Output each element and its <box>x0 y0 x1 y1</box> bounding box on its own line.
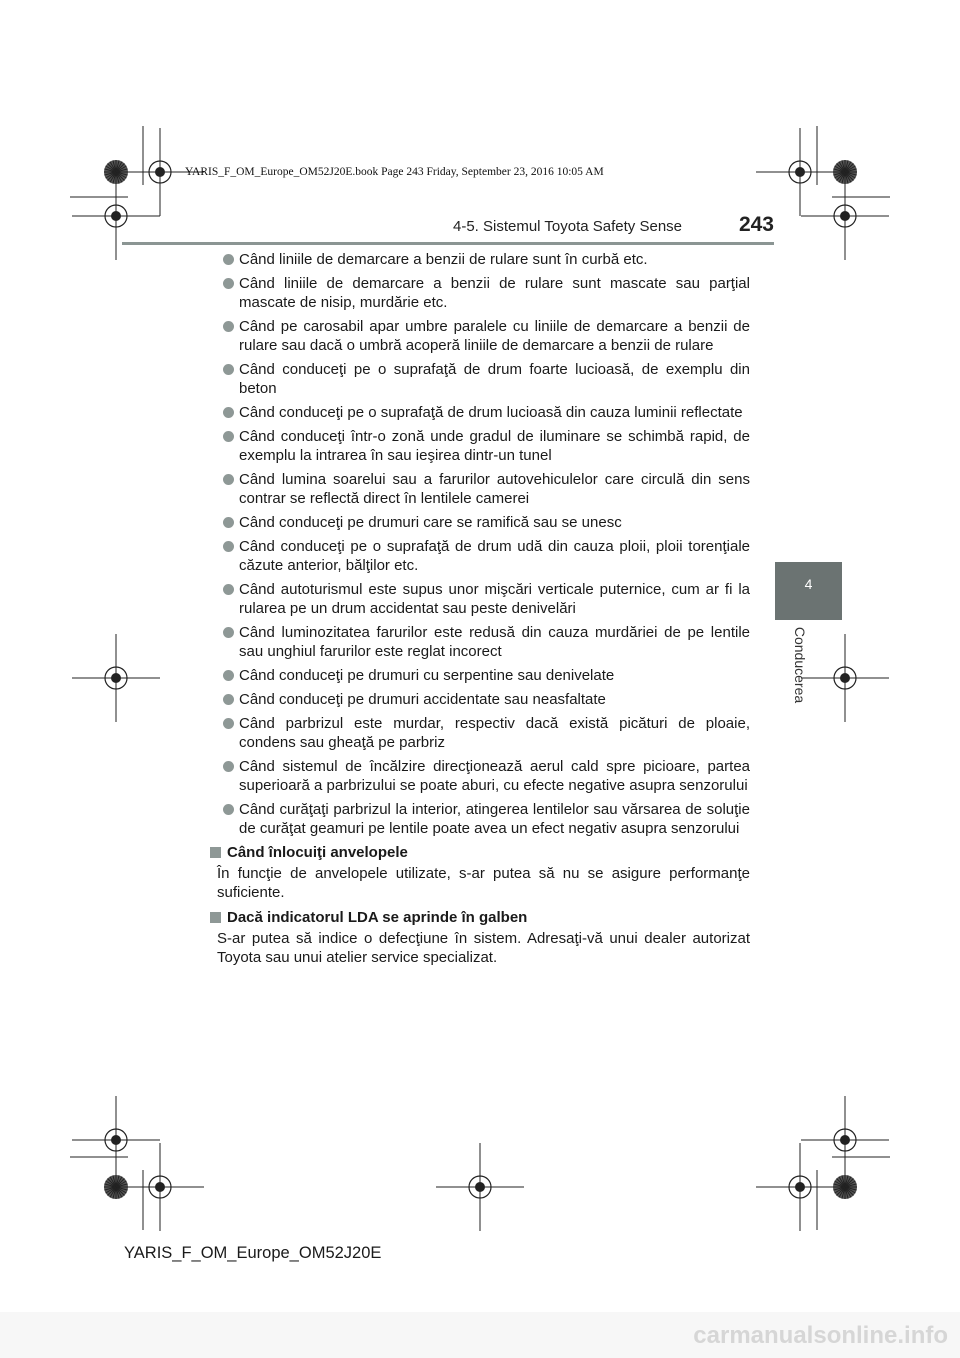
bullet-icon <box>223 694 234 705</box>
bullet-icon <box>223 670 234 681</box>
list-item: Când liniile de demarcare a benzii de rulare sunt în curbă etc. <box>222 250 750 269</box>
section-heading: Când înlocuiţi anvelopele <box>210 843 750 862</box>
registration-dot-icon <box>155 167 165 177</box>
bullet-icon <box>223 761 234 772</box>
watermark[interactable] <box>0 1312 960 1358</box>
registration-dot-icon <box>795 167 805 177</box>
list-item: Când conduceţi pe drumuri care se ramifică sau se unesc <box>222 513 750 532</box>
watermark-text: carmanualsonline.info <box>693 1322 948 1349</box>
footer-code: YARIS_F_OM_Europe_OM52J20E <box>124 1244 382 1262</box>
list-item: Când conduceţi pe drumuri cu serpentine sau denivelate <box>222 666 750 685</box>
bullet-icon <box>223 584 234 595</box>
page-content <box>217 250 750 973</box>
list-item: Când conduceţi pe o suprafaţă de drum foarte lucioasă, de exemplu din beton <box>222 360 750 398</box>
square-bullet-icon <box>210 912 221 923</box>
bullet-icon <box>223 321 234 332</box>
list-item: Când pe carosabil apar umbre paralele cu liniile de demarcare a benzii de rulare sau dacă o umbră acoperă liniile de demarcare a benzii de rulare <box>222 317 750 355</box>
list-item: Când sistemul de încălzire direcţionează aerul cald spre picioare, partea superioară a parbrizului se poate aburi, cu efecte negative asupra senzorului <box>222 757 750 795</box>
registration-dot-icon <box>111 1135 121 1145</box>
list-item: Când conduceţi pe drumuri accidentate sau neasfaltate <box>222 690 750 709</box>
chapter-label: Conducerea <box>792 626 808 704</box>
bullet-icon <box>223 474 234 485</box>
list-item: Când autoturismul este supus unor mişcări verticale puternice, cum ar fi la rularea pe un drum accidentat sau peste denivelări <box>222 580 750 618</box>
chapter-side-label <box>790 620 810 710</box>
list-item: Când conduceţi pe o suprafaţă de drum lucioasă din cauza luminii reflectate <box>222 403 750 422</box>
registration-dot-icon <box>475 1182 485 1192</box>
book-file-line: YARIS_F_OM_Europe_OM52J20E.book Page 243 Friday, September 23, 2016 10:05 AM <box>185 166 604 178</box>
section-text: În funcţie de anvelopele utilizate, s-ar putea să nu se asigure performanţe suficiente. <box>217 865 750 901</box>
registration-dot-icon <box>840 1135 850 1145</box>
bullet-icon <box>223 804 234 815</box>
list-item: Când conduceţi pe o suprafaţă de drum udă din cauza ploii, ploii torenţiale căzute anterior, bălţilor etc. <box>222 537 750 575</box>
page-number: 243 <box>738 213 774 236</box>
bullet-icon <box>223 278 234 289</box>
list-item: Când luminozitatea farurilor este redusă din cauza murdăriei de pe lentile sau unghiul farurilor este reglat incorect <box>222 623 750 661</box>
header-rule <box>122 242 774 245</box>
bullet-icon <box>223 254 234 265</box>
registration-dot-icon <box>111 673 121 683</box>
list-item: Când conduceţi într-o zonă unde gradul de iluminare se schimbă rapid, de exemplu la intrarea în sau ieşirea dintr-un tunel <box>222 427 750 465</box>
section-heading: Dacă indicatorul LDA se aprinde în galben <box>210 908 750 927</box>
bullet-icon <box>223 517 234 528</box>
registration-dot-icon <box>840 211 850 221</box>
registration-dot-icon <box>111 211 121 221</box>
section-title: 4-5. Sistemul Toyota Safety Sense <box>452 218 682 235</box>
registration-dot-icon <box>795 1182 805 1192</box>
bullet-icon <box>223 407 234 418</box>
list-item: Când parbrizul este murdar, respectiv dacă există picături de ploaie, condens sau gheaţă pe parbriz <box>222 714 750 752</box>
bullet-icon <box>223 431 234 442</box>
square-bullet-icon <box>210 847 221 858</box>
registration-dot-icon <box>840 673 850 683</box>
bullet-icon <box>223 718 234 729</box>
bullet-icon <box>223 627 234 638</box>
list-item: Când liniile de demarcare a benzii de rulare sunt mascate sau parţial mascate de nisip, murdărie etc. <box>222 274 750 312</box>
chapter-tab[interactable] <box>775 562 842 620</box>
registration-dot-icon <box>155 1182 165 1192</box>
chapter-number: 4 <box>804 576 813 592</box>
list-item: Când curăţaţi parbrizul la interior, atingerea lentilelor sau vărsarea de soluţie de curăţat geamuri pe lentile poate avea un efect negativ asupra senzorului <box>222 800 750 838</box>
bullet-icon <box>223 364 234 375</box>
bullet-icon <box>223 541 234 552</box>
section-text: S-ar putea să indice o defecţiune în sistem. Adresaţi-vă unui dealer autorizat Toyota sau unui atelier service specializat. <box>217 930 750 966</box>
list-item: Când lumina soarelui sau a farurilor autovehiculelor care circulă din sens contrar se reflectă direct în lentilele camerei <box>222 470 750 508</box>
